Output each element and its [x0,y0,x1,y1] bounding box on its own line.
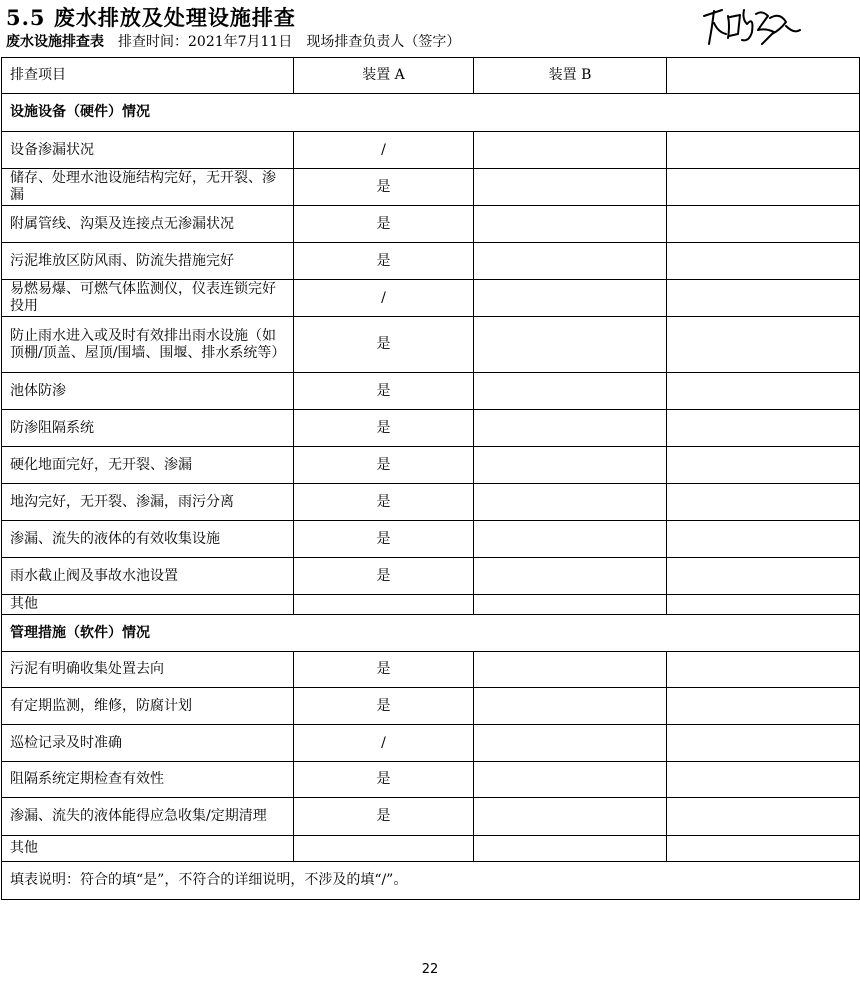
fill-instructions: 填表说明：符合的填“是”，不符合的详细说明，不涉及的填“/”。 [2,862,860,900]
row-device-b [474,484,667,521]
row-item: 附属管线、沟渠及连接点无渗漏状况 [2,206,294,243]
row-extra [667,206,860,243]
row-extra [667,521,860,558]
row-extra [667,373,860,410]
table-row [2,169,860,206]
table-row [2,373,860,410]
table-row [2,521,860,558]
row-extra [667,280,860,317]
row-extra [667,243,860,280]
row-extra [667,447,860,484]
row-item: 渗漏、流失的液体能得应急收集/定期清理 [2,798,294,836]
table-row [2,595,860,615]
handwritten-signature [700,4,804,50]
row-device-a [294,836,474,862]
table-row [2,243,860,280]
table-row [2,484,860,521]
row-device-b [474,521,667,558]
table-row [2,206,860,243]
row-device-b [474,725,667,762]
row-item: 储存、处理水池设施结构完好，无开裂、渗漏 [2,169,294,206]
row-device-b [474,836,667,862]
row-device-a [294,595,474,615]
row-device-a: 是 [294,688,474,725]
row-device-b [474,206,667,243]
table-row [2,652,860,688]
table-name: 废水设施排查表 [6,34,104,50]
row-device-b [474,688,667,725]
row-device-a: 是 [294,762,474,798]
row-item: 巡检记录及时准确 [2,725,294,762]
row-extra [667,725,860,762]
table-row [2,317,860,373]
row-device-b [474,132,667,169]
subtitle-line [6,31,460,51]
row-device-a: 是 [294,243,474,280]
section-software-title: 管理措施（软件）情况 [2,615,860,652]
row-device-a: / [294,280,474,317]
row-device-a: / [294,725,474,762]
header-row [2,58,860,94]
table-row [2,558,860,595]
row-device-a: / [294,132,474,169]
row-device-b [474,798,667,836]
table-row [2,280,860,317]
row-item: 污泥有明确收集处置去向 [2,652,294,688]
row-device-a: 是 [294,652,474,688]
row-extra [667,317,860,373]
row-extra [667,132,860,169]
date-value: 2021年7月11日 [188,34,293,50]
row-device-b [474,558,667,595]
row-item: 有定期监测，维修，防腐计划 [2,688,294,725]
row-extra [667,484,860,521]
table-row [2,132,860,169]
responsible-label: 现场排查负责人（签字） [306,34,461,50]
row-device-a: 是 [294,206,474,243]
row-extra [667,410,860,447]
row-device-a: 是 [294,410,474,447]
table-row [2,725,860,762]
row-item: 易燃易爆、可燃气体监测仪，仪表连锁完好投用 [2,280,294,317]
row-device-b [474,243,667,280]
row-device-a: 是 [294,169,474,206]
row-extra [667,762,860,798]
row-extra [667,595,860,615]
row-device-a: 是 [294,798,474,836]
row-extra [667,169,860,206]
row-item: 池体防渗 [2,373,294,410]
section-row-hardware [2,94,860,132]
note-row [2,862,860,900]
row-item: 设备渗漏状况 [2,132,294,169]
table-row [2,836,860,862]
table-row [2,762,860,798]
row-extra [667,836,860,862]
row-extra [667,688,860,725]
page-number: 22 [421,962,439,977]
wastewater-check-table [1,57,860,900]
row-device-a: 是 [294,317,474,373]
row-device-a: 是 [294,558,474,595]
row-device-b [474,652,667,688]
row-item: 污泥堆放区防风雨、防流失措施完好 [2,243,294,280]
document-title: 5.5 废水排放及处理设施排查 [6,5,296,30]
table-row [2,798,860,836]
row-device-b [474,280,667,317]
header-extra [667,58,860,94]
row-extra [667,558,860,595]
table-row [2,410,860,447]
header-item: 排查项目 [2,58,294,94]
row-device-b [474,410,667,447]
date-label: 排查时间： [118,34,188,50]
row-device-b [474,373,667,410]
table-row [2,447,860,484]
row-item: 其他 [2,836,294,862]
row-item: 渗漏、流失的液体的有效收集设施 [2,521,294,558]
row-item: 防渗阻隔系统 [2,410,294,447]
section-row-software [2,615,860,652]
row-item: 防止雨水进入或及时有效排出雨水设施（如顶棚/顶盖、屋顶/围墙、围堰、排水系统等） [2,317,294,373]
row-extra [667,798,860,836]
row-item: 硬化地面完好，无开裂、渗漏 [2,447,294,484]
row-device-b [474,447,667,484]
row-device-b [474,595,667,615]
row-device-b [474,169,667,206]
row-item: 地沟完好，无开裂、渗漏，雨污分离 [2,484,294,521]
section-hardware-title: 设施设备（硬件）情况 [2,94,860,132]
row-extra [667,652,860,688]
table-row [2,688,860,725]
row-item: 其他 [2,595,294,615]
row-device-a: 是 [294,447,474,484]
row-device-b [474,762,667,798]
row-device-a: 是 [294,521,474,558]
row-item: 雨水截止阀及事故水池设置 [2,558,294,595]
row-device-a: 是 [294,373,474,410]
row-device-a: 是 [294,484,474,521]
header-device-b: 装置 B [474,58,667,94]
header-device-a: 装置 A [294,58,474,94]
row-device-b [474,317,667,373]
row-item: 阻隔系统定期检查有效性 [2,762,294,798]
